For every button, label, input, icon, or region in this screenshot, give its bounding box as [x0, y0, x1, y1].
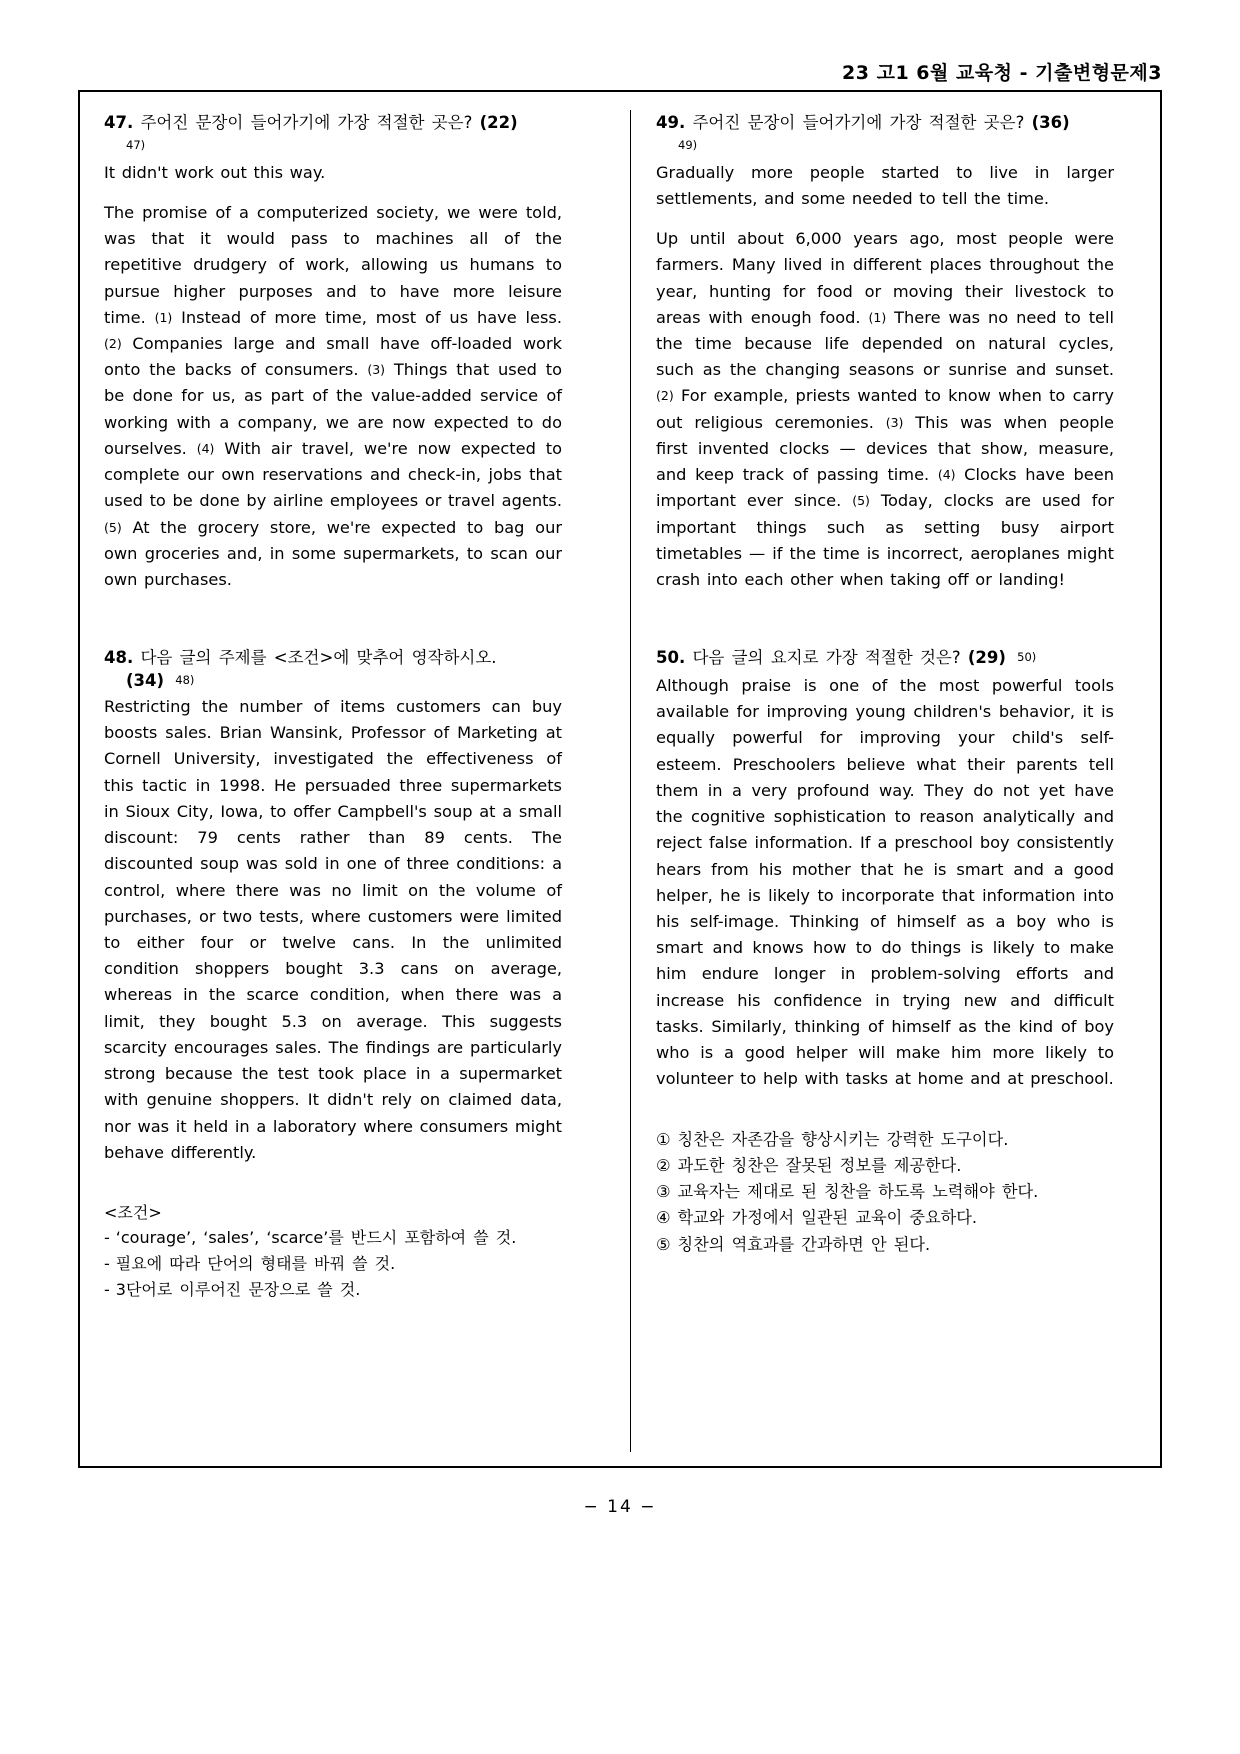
insertion-marker: (3) — [885, 414, 904, 430]
passage-text: For example, priests wanted to know when to carry out religious ceremonies. — [656, 386, 1114, 432]
choice-text: 교육자는 제대로 된 칭찬을 하도록 노력해야 한다. — [677, 1182, 1039, 1202]
question-47-passage — [104, 200, 562, 594]
passage-text: Instead of more time, most of us have less. — [172, 307, 562, 327]
choice-text: 칭찬은 자존감을 향상시키는 강력한 도구이다. — [677, 1129, 1009, 1149]
passage-text: Companies large and small have off-loaded work onto the backs of consumers. — [104, 333, 562, 380]
question-50-ref: 50) — [1017, 650, 1037, 665]
choice-number: ⑤ — [656, 1234, 671, 1254]
column-divider — [630, 110, 631, 1452]
condition-list — [104, 1225, 562, 1303]
choice-item[interactable] — [656, 1205, 1114, 1231]
choice-number: ① — [656, 1129, 671, 1149]
question-48 — [104, 645, 562, 1303]
choice-text: 학교와 가정에서 일관된 교육이 중요하다. — [677, 1208, 978, 1228]
question-49-passage — [656, 226, 1114, 593]
question-47-heading — [104, 110, 562, 136]
question-50-number: 50. — [656, 648, 686, 668]
question-48-heading — [104, 645, 562, 671]
insertion-marker: (1) — [154, 309, 173, 325]
question-49-score: (36) — [1031, 113, 1070, 132]
insertion-marker: (5) — [104, 519, 122, 535]
passage-text: Today, clocks are used for important things such as setting busy airport timetables — if the time is incorrect, aeroplanes might crash into each other when taking off or landing! — [656, 491, 1114, 590]
left-column — [104, 110, 562, 1303]
question-49-prompt: 주어진 문장이 들어가기에 가장 적절한 곳은? — [692, 113, 1025, 132]
question-49-heading — [656, 110, 1114, 136]
question-48-number: 48. — [104, 648, 134, 668]
question-48-score: (34) — [126, 670, 165, 690]
question-48-passage: Restricting the number of items customers can buy boosts sales. Brian Wansink, Professor of Marketing at Cornell University, investigated the effectiveness of this tactic in 1998. He persuaded three supermarkets in Sioux City, Iowa, to offer Campbell's soup at a small discount: 79 cents rather than 89 cents. The discounted soup was sold in one of three conditions: a control, where there was no limit on the volume of purchases, or two tests, where customers were limited to either four or twelve cans. In the unlimited condition shoppers bought 3.3 cans on average, whereas in the scarce condition, when there was a limit, they bought 5.3 on average. This suggests scarcity encourages sales. The findings are particularly strong because the test took place in a supermarket with genuine shoppers. It didn't rely on claimed data, nor was it held in a laboratory where consumers might behave differently. — [104, 696, 562, 1162]
question-49-ref: 49) — [678, 137, 698, 152]
condition-dash: - — [104, 1254, 110, 1273]
question-49-number: 49. — [656, 113, 686, 132]
condition-item — [104, 1251, 562, 1277]
passage-text: This was when people first invented clocks — devices that show, measure, and keep track of passing time. — [656, 412, 1115, 485]
page-header-title: 23 고1 6월 교육청 - 기출변형문제3 — [842, 62, 1162, 84]
condition-dash: - — [104, 1228, 110, 1248]
insertion-marker: (4) — [937, 467, 956, 483]
choice-number: ② — [656, 1155, 671, 1175]
question-47-given-sentence: It didn't work out this way. — [104, 162, 326, 182]
question-49-given-sentence: Gradually more people started to live in larger settlements, and some needed to tell the time. — [656, 162, 1114, 208]
passage-text: Clocks have been important ever since. — [656, 465, 1114, 511]
condition-item — [104, 1277, 562, 1303]
spacer — [104, 593, 562, 645]
spacer — [656, 593, 1114, 645]
question-47-ref: 47) — [126, 137, 146, 152]
question-50-heading — [656, 645, 1114, 671]
page-footer: − 14 − — [583, 1497, 657, 1517]
question-47-prompt: 주어진 문장이 들어가기에 가장 적절한 곳은? — [140, 113, 473, 132]
right-column — [656, 110, 1114, 1258]
spacer — [656, 1093, 1114, 1127]
question-48-prompt: 다음 글의 주제를 <조건>에 맞추어 영작하시오. — [140, 648, 497, 668]
choice-item[interactable] — [656, 1232, 1114, 1258]
passage-text: At the grocery store, we're expected to bag our own groceries and, in some supermarkets, to scan our own purchases. — [104, 517, 562, 590]
insertion-marker: (5) — [852, 493, 870, 509]
question-50-passage: Although praise is one of the most powerful tools available for improving young children's behavior, it is equally powerful for improving your child's self-esteem. Preschoolers believe what their parents tell them in a very profound way. They do not yet have the cognitive sophistication to reason analytically and reject false information. If a preschool boy consistently hears from his mother that he is smart and a good helper, he is likely to incorporate that information into his self-image. Thinking of himself as a boy who is smart and knows how to do things is likely to make him endure longer in problem-solving efforts and increase his confidence in trying new and difficult tasks. Similarly, thinking of himself as the kind of boy who is a good helper will make him more likely to volunteer to help with tasks at home and at preschool. — [656, 675, 1114, 1089]
choice-item[interactable] — [656, 1179, 1114, 1205]
spacer — [656, 212, 1114, 226]
question-49 — [656, 110, 1114, 593]
passage-text: Up until about 6,000 years ago, most people were farmers. Many lived in different places throughout the year, hunting for food or moving their livestock to areas with enough food. — [656, 229, 1114, 327]
passage-text: There was no need to tell the time because life depended on natural cycles, such as the changing seasons or sunrise and sunset. — [656, 307, 1114, 380]
condition-box-title: <조건> — [104, 1203, 162, 1223]
condition-text: ‘courage’, ‘sales’, ‘scarce’를 반드시 포함하여 쓸 것. — [115, 1228, 517, 1248]
question-47-score: (22) — [479, 113, 518, 132]
choice-number: ③ — [656, 1182, 671, 1202]
spacer — [104, 186, 562, 200]
question-50 — [656, 645, 1114, 1257]
insertion-marker: (2) — [104, 335, 122, 351]
question-48-score-line — [126, 671, 562, 690]
passage-text: The promise of a computerized society, we were told, was that it would pass to machines all of the repetitive drudgery of work, allowing us humans to pursue higher purposes and to have more leisure time. — [104, 202, 562, 327]
condition-text: 3단어로 이루어진 문장으로 쓸 것. — [115, 1279, 361, 1299]
condition-item — [104, 1225, 562, 1251]
choice-item[interactable] — [656, 1127, 1114, 1153]
content-frame — [78, 90, 1162, 1468]
question-47-number: 47. — [104, 113, 134, 132]
question-48-ref: 48) — [175, 672, 195, 687]
insertion-marker: (4) — [196, 440, 215, 456]
question-50-choices — [656, 1127, 1114, 1258]
passage-text: With air travel, we're now expected to complete our own reservations and check-in, jobs that used to be done by airline employees or travel agents. — [104, 438, 562, 511]
choice-number: ④ — [656, 1208, 671, 1228]
condition-dash: - — [104, 1279, 110, 1299]
insertion-marker: (2) — [656, 388, 674, 404]
condition-text: 필요에 따라 단어의 형태를 바꿔 쓸 것. — [115, 1254, 396, 1273]
insertion-marker: (3) — [367, 362, 386, 378]
choice-text: 칭찬의 역효과를 간과하면 안 된다. — [677, 1234, 931, 1254]
choice-item[interactable] — [656, 1153, 1114, 1179]
question-50-score: (29) — [967, 648, 1006, 668]
question-50-prompt: 다음 글의 요지로 가장 적절한 것은? — [692, 648, 961, 668]
question-47 — [104, 110, 562, 593]
insertion-marker: (1) — [868, 309, 887, 325]
choice-text: 과도한 칭찬은 잘못된 정보를 제공한다. — [677, 1155, 962, 1175]
passage-text: Things that used to be done for us, as part of the value-added service of working with a company, we are now expected to do ourselves. — [104, 360, 563, 458]
spacer — [104, 1166, 562, 1200]
